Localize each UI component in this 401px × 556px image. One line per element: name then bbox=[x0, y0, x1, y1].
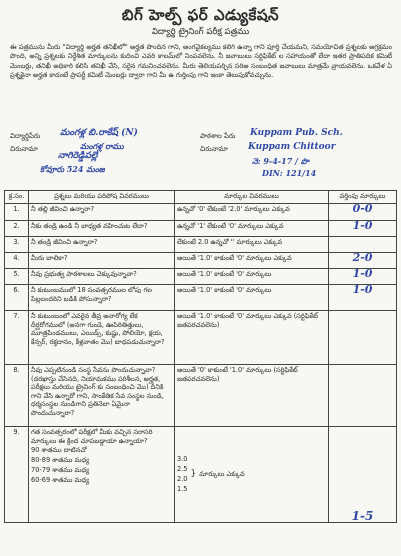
list-item: 2.0 bbox=[177, 475, 188, 483]
list-item: 3.0 bbox=[177, 455, 188, 463]
row-question: నీవు ఎప్పటినుండి సంస్థ సేవను పొందుచున్నావా? (దరఖాస్తు చేసినది, నియామకము పరిశీలన, అర్హత, పరీక్షలు మరియు ట్రైనింగ్ కు సంబంధించి మొ) దీనికి గాని వేసి ఉన్నారో గాని, సాంకేతిక సేవ సంస్థల నుండి, ధర్మసంస్థల నుండిగాని ప్రతినెలా ఏమైనా పొందుచున్నారా? bbox=[29, 365, 175, 427]
school-name-label: పాఠశాల పేరు bbox=[200, 132, 236, 140]
row-question: నీ తల్లి జీవించి ఉన్నారా? bbox=[29, 204, 175, 221]
table-row bbox=[5, 285, 397, 311]
handwritten-score: 1-0 bbox=[352, 267, 373, 280]
list-item: 1.5 bbox=[177, 485, 188, 493]
handwritten-score: 1-0 bbox=[352, 283, 373, 296]
score-scale-values bbox=[177, 454, 188, 494]
row-marks: లేకుంటే 2.0 ఉన్నచో '' మార్కులు ఎక్కువ bbox=[175, 237, 329, 253]
list-item: 70-79 శాతము మధ్య bbox=[31, 466, 90, 475]
row-score bbox=[329, 204, 397, 221]
handwritten-score: 1-5 bbox=[351, 509, 374, 524]
col-header-sno: క్ర.సం. bbox=[5, 191, 29, 204]
score-scale-label: మార్కులు ఎక్కువ bbox=[199, 469, 245, 478]
row-number: 4. bbox=[5, 253, 29, 269]
row-marks bbox=[175, 427, 329, 523]
extra-handwritten-2: కోవూరు 524 మంజ bbox=[40, 164, 105, 174]
table-row bbox=[5, 427, 397, 523]
score-scale bbox=[177, 454, 326, 494]
brace-icon: } bbox=[190, 468, 197, 479]
row-score bbox=[329, 365, 397, 427]
list-item: 90 శాతము దాటినచో bbox=[31, 446, 87, 455]
list-item: 2.5 bbox=[177, 465, 188, 473]
table-row bbox=[5, 253, 397, 269]
row-score bbox=[329, 221, 397, 237]
extra-handwritten-1: మంగళ్ల రాము bbox=[80, 141, 124, 151]
marks-range-list bbox=[31, 445, 172, 485]
student-name-value: మంగళ్ల బి.రాకేష్ (N) bbox=[60, 128, 138, 138]
row-marks: అయితే '1.0' కాకుంటే '0' మార్కులు ఎక్కువ (సర్టిఫికేట్ జతపరచవలెను) bbox=[175, 311, 329, 365]
row-score bbox=[329, 285, 397, 311]
extra-handwritten-4: DIN: 121/14 bbox=[262, 168, 317, 178]
list-item: 60-69 శాతము మధ్య bbox=[31, 476, 90, 485]
handwritten-score: 0-0 bbox=[352, 202, 373, 215]
row-score bbox=[329, 311, 397, 365]
table-header-row bbox=[5, 191, 397, 204]
marks-spacer bbox=[177, 428, 326, 454]
row-marks: అయితే '1.0' కాకుంటే '0' మార్కులు bbox=[175, 269, 329, 285]
evaluation-table bbox=[4, 190, 397, 523]
address-value: నాగిరెడ్డిపల్లె bbox=[58, 151, 98, 161]
row-marks: అయితే '0' కాకుంటే '1.0' మార్కులు (సర్టిఫికేట్ జతపరచవలెను) bbox=[175, 365, 329, 427]
row-marks: అయితే '1.0' కాకుంటే '0' మార్కులు bbox=[175, 285, 329, 311]
row-question bbox=[29, 427, 175, 523]
row-number: 1. bbox=[5, 204, 29, 221]
school-address-value: Kuppam Chittoor bbox=[248, 142, 336, 152]
row-question: నీ కుటుంబంలో ఎవరైన తీవ్ర అనారోగ్య లేక దీర్ఘరోగములో (అనగా గుండె, ఊపిరితిత్తులు, మూత్రపిండములు, ఎయిడ్స్, కుష్టు, పోలియో, క్షయ, కేన్సర్, రక్తదానం, కీళ్లవాతం మొ) బాధపడుచున్నారా? bbox=[29, 311, 175, 365]
table-row bbox=[5, 221, 397, 237]
row-number: 2. bbox=[5, 221, 29, 237]
table-row bbox=[5, 269, 397, 285]
row-question: నీ కుటుంబములో 18 సంవత్సరముల లోపు గల పిల్లలందరిని బడికి పోసున్నారా? bbox=[29, 285, 175, 311]
col-header-score: వర్తింపు మార్కులు bbox=[329, 191, 397, 204]
row-number: 9. bbox=[5, 427, 29, 523]
row-marks: ఉన్నచో '1' లేకుంటే '0' మార్కులు ఎక్కువ bbox=[175, 221, 329, 237]
intro-paragraph: ఈ పత్రమును మీరు "విద్యార్థి అర్హత తనిఖీలో" అర్హత పొందిన గాని, అంగవైకల్యము కలిగి ఉన్నా గాని పూర్తి చేయమని, సమయోచిత ప్రశ్నలకు అగ్రక్రమం పొంది, అన్ని ప్రశ్నలకు నిర్దేశిత మార్కులను కుదించి ఎవరి కాలమ్‌లో నింపవలెను. నీ జవాబులు సర్టిఫికేట్ ల సహాయంతో లేదా ఇతర ప్రాతిపదిక కమిటీ మెంబర్లు, తనిఖీ అధికారి కలిసి తనిఖీ చేసి, సరైన గమనించవలెను. మీరు తెలియపర్చిన సరిఅ సంబంధిత జవాబులు మాత్రమే వ్రాయవలెను. ఒకవేళ ఏ ప్రశ్నకైనా అర్హత కాదంటే ప్రాపర్టీ కమిటీ మెంబర్లు ద్వారా గాని మీ ఉ గుర్తింపు గాని ఇంకా తెలుపుకోవచ్చును. bbox=[10, 43, 392, 80]
row-number: 8. bbox=[5, 365, 29, 427]
page-title: బిగ్ హెల్ప్ ఫర్ ఎడ్యుకేషన్ bbox=[121, 6, 280, 24]
address-label: చిరునామా bbox=[10, 145, 38, 153]
row-number: 7. bbox=[5, 311, 29, 365]
row-marks: అయితే '1.0' కాకుంటే '0' మార్కులు ఎక్కువ bbox=[175, 253, 329, 269]
row-number: 6. bbox=[5, 285, 29, 311]
table-row bbox=[5, 365, 397, 427]
row-question: నీవు ప్రభుత్వ పాఠశాలలు చెక్కువున్నావా? bbox=[29, 269, 175, 285]
row-number: 3. bbox=[5, 237, 29, 253]
table-row bbox=[5, 237, 397, 253]
row-marks: ఉన్నచో '0' లేకుంటే '2.0' మార్కులు ఎక్కువ bbox=[175, 204, 329, 221]
school-address-label: చిరునామా bbox=[200, 145, 228, 153]
row-score bbox=[329, 427, 397, 523]
row-question: నీ తండ్రి జీవించి ఉన్నారా? bbox=[29, 237, 175, 253]
row-question: మీరు బాలికా? bbox=[29, 253, 175, 269]
col-header-marks: మార్కుల వివరములు bbox=[175, 191, 329, 204]
row-number: 5. bbox=[5, 269, 29, 285]
extra-handwritten-3: నె: 9-4-17 / పొ bbox=[252, 156, 309, 166]
table-row bbox=[5, 311, 397, 365]
student-name-label: విద్యార్థిపేరు bbox=[10, 132, 41, 140]
list-item: 80-89 శాతము మధ్య bbox=[31, 456, 90, 465]
row-question-text: గత సంవత్సరంలో పరీక్షలో మీకు వచ్చిన సరాసరి మార్కులు ఈ క్రింద చూపబడ్డాయా ఉన్నాయా? bbox=[31, 428, 153, 445]
school-name-value: Kuppam Pub. Sch. bbox=[250, 128, 343, 138]
row-question: నీకు తండ్రి ఉండి నీ బాధ్యత వహించుట లేదా? bbox=[29, 221, 175, 237]
page-subtitle: విద్యార్థి ట్రైనింగ్ పరీక్ష పత్రము bbox=[151, 27, 250, 37]
col-header-question: ప్రశ్నలు మరియు పరిపోష వివరములు bbox=[29, 191, 175, 204]
handwritten-score: 1-0 bbox=[352, 219, 373, 232]
handwritten-score: 2-0 bbox=[352, 251, 373, 264]
table-row bbox=[5, 204, 397, 221]
